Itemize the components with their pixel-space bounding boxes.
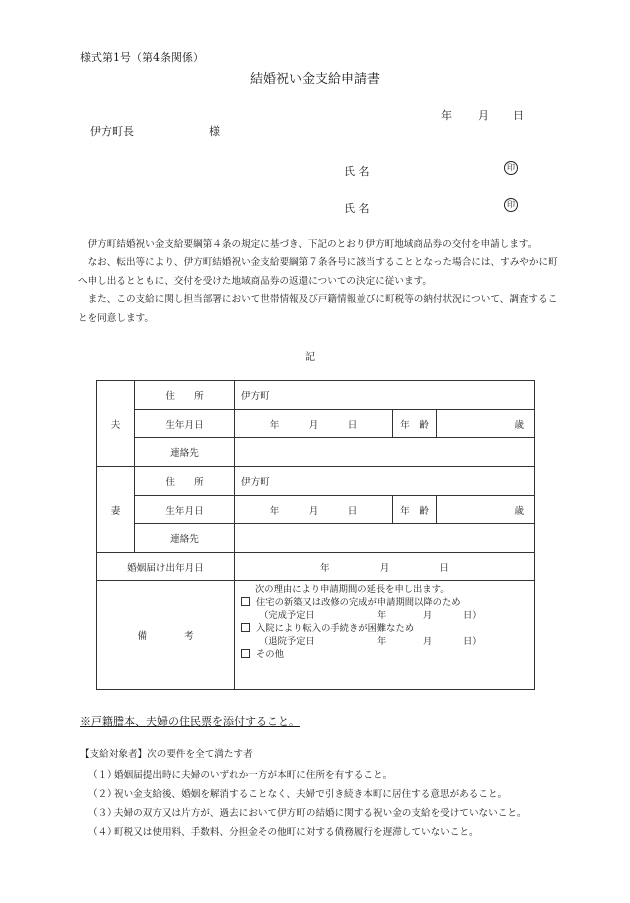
body-paragraph: 伊方町結婚祝い金支給要綱第４条の規定に基づき、下記のとおり伊方町地域商品券の交付を申請します。 [87, 239, 538, 250]
year-label: 年 [320, 562, 330, 574]
checkbox-icon[interactable] [241, 649, 250, 658]
wife-age-field[interactable]: 歳 [437, 496, 535, 524]
checkbox-icon[interactable] [241, 597, 250, 606]
wife-contact-label: 連絡先 [135, 524, 235, 553]
remarks-option-3[interactable]: その他 [241, 648, 528, 661]
marriage-date-field[interactable] [235, 553, 535, 581]
husband-birth-field[interactable] [235, 410, 393, 438]
husband-age-label: 年 齢 [393, 410, 437, 438]
applicant-name-label: 氏 名 [344, 165, 370, 178]
remarks-option-2-date: （退院予定日 年 月 日） [259, 636, 482, 647]
remarks-option-2[interactable]: 入院により転入の手続きが困難なため [241, 622, 528, 635]
form-title: 結婚祝い金支給申請書 [249, 72, 380, 87]
applicant-name-row-2 [344, 200, 515, 216]
year-label: 年 [269, 505, 280, 517]
month-label: 月 [308, 505, 319, 517]
day-label: 日 [347, 419, 358, 431]
month-label: 月 [308, 419, 319, 431]
addressee-honorific: 様 [209, 125, 220, 138]
husband-contact-field[interactable] [235, 438, 535, 467]
remarks-field [235, 581, 535, 690]
applicant-name-label: 氏 名 [344, 202, 370, 215]
wife-contact-field[interactable] [235, 524, 535, 553]
husband-age-field[interactable]: 歳 [437, 410, 535, 438]
date-month-label: 月 [478, 109, 489, 122]
husband-contact-label: 連絡先 [135, 438, 235, 467]
body-paragraph: なお、転出等により、伊方町結婚祝い金支給要綱第７条各号に該当することとなった場合には、すみやかに町へ申し出るとともに、交付を受けた地域商品券の返還についての決定に従います。 [78, 257, 558, 287]
remarks-intro: 次の理由により申請期間の延長を申し出ます。 [255, 584, 450, 595]
addressee-name: 伊方町長 [90, 125, 134, 138]
attachment-notice: ※戸籍謄本、夫婦の住民票を添付すること。 [80, 715, 300, 728]
remarks-label [97, 581, 235, 690]
remarks-option-1[interactable]: 住宅の新築又は改修の完成が申請期間以降のため [241, 596, 528, 609]
day-label: 日 [347, 505, 358, 517]
wife-address-label: 住 所 [135, 467, 235, 496]
seal-icon: 印 [504, 161, 518, 175]
form-number: 様式第1号（第4条関係） [80, 51, 204, 64]
eligibility-item: （４）町税又は使用料、手数料、分担金その他町に対する債務履行を遅滞していないこと。 [88, 827, 479, 838]
remarks-option-1-date: （完成予定日 年 月 日） [259, 610, 482, 621]
checkbox-icon[interactable] [241, 623, 250, 632]
remarks-label-1: 備 [137, 631, 148, 642]
husband-address-label: 住 所 [135, 381, 235, 410]
body-text [78, 236, 558, 328]
eligibility-item: （１）婚姻届提出時に夫婦のいずれか一方が本町に住所を有すること。 [88, 770, 393, 781]
wife-birth-field[interactable] [235, 496, 393, 524]
day-label: 日 [439, 562, 449, 574]
eligibility-heading: 【支給対象者】次の要件を全て満たす者 [80, 749, 253, 760]
application-table [96, 380, 535, 690]
wife-age-label: 年 齢 [393, 496, 437, 524]
addressee [90, 123, 220, 139]
husband-address-field[interactable]: 伊方町 [235, 381, 535, 410]
husband-birth-label: 生年月日 [135, 410, 235, 438]
marriage-date-label: 婚姻届け出年月日 [97, 553, 235, 581]
wife-group-label: 妻 [97, 467, 135, 553]
date-year-label: 年 [441, 109, 452, 122]
ki-label: 記 [305, 352, 315, 363]
wife-birth-label: 生年月日 [135, 496, 235, 524]
month-label: 月 [379, 562, 390, 574]
seal-icon: 印 [504, 198, 518, 212]
eligibility-item: （３）夫婦の双方又は片方が、過去において伊方町の結婚に関する祝い金の支給を受けていないこと。 [88, 808, 527, 819]
body-paragraph: また、この支給に関し担当部署において世帯情報及び戸籍情報並びに町税等の納付状況について、調査することを同意します。 [78, 294, 558, 324]
eligibility-item: （２）祝い金支給後、婚姻を解消することなく、夫婦で引き続き本町に居住する意思があること。 [88, 789, 508, 800]
applicant-name-row-1 [344, 163, 515, 179]
wife-address-field[interactable]: 伊方町 [235, 467, 535, 496]
husband-group-label: 夫 [97, 381, 135, 467]
date-day-label: 日 [513, 109, 524, 122]
year-label: 年 [269, 419, 280, 431]
remarks-label-2: 考 [183, 631, 194, 642]
